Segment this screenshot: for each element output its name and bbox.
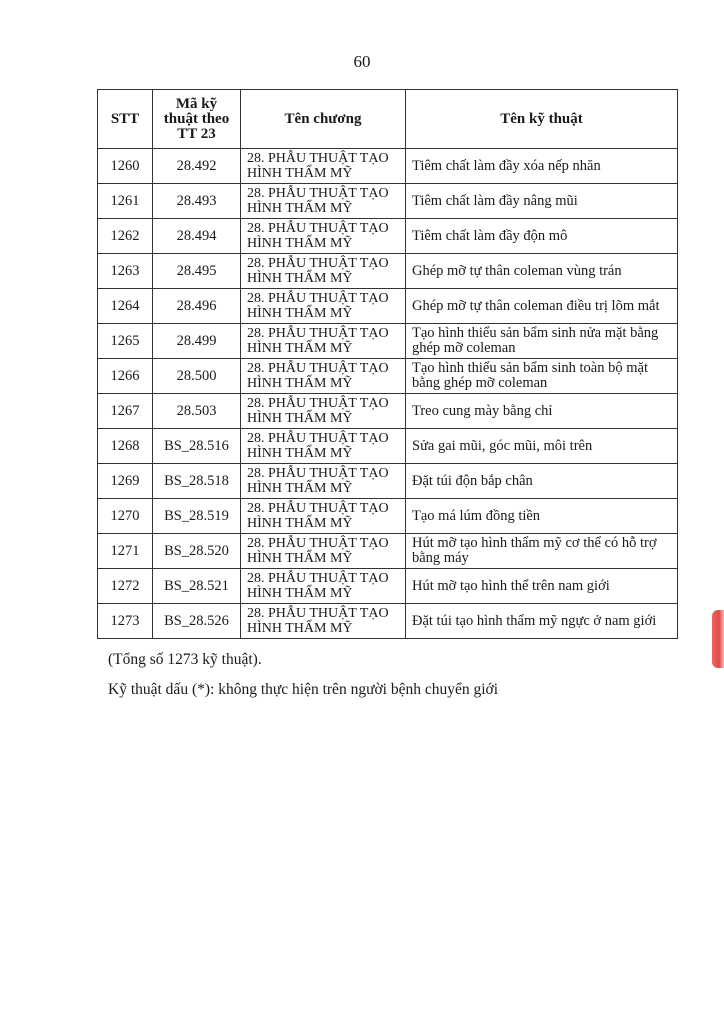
cell-code: 28.494 [153,219,241,254]
cell-technique: Tiêm chất làm đầy độn mô [406,219,678,254]
cell-stt: 1260 [98,149,153,184]
cell-code: BS_28.521 [153,569,241,604]
cell-technique: Sửa gai mũi, góc mũi, môi trên [406,429,678,464]
table-row [98,429,678,464]
table-row [98,604,678,639]
cell-code: BS_28.516 [153,429,241,464]
cell-technique: Hút mỡ tạo hình thể trên nam giới [406,569,678,604]
page-number: 60 [353,52,371,71]
cell-stt: 1266 [98,359,153,394]
table-row [98,254,678,289]
table-row [98,324,678,359]
table-row [98,499,678,534]
cell-technique: Tạo má lúm đồng tiền [406,499,678,534]
cell-stt: 1269 [98,464,153,499]
table-row [98,534,678,569]
cell-chapter: 28. PHẪU THUẬT TẠO HÌNH THẨM MỸ [241,219,406,254]
cell-chapter: 28. PHẪU THUẬT TẠO HÌNH THẨM MỸ [241,499,406,534]
table-row [98,569,678,604]
cell-technique: Tiêm chất làm đầy nâng mũi [406,184,678,219]
cell-code: BS_28.518 [153,464,241,499]
cell-code: 28.496 [153,289,241,324]
cell-code: 28.500 [153,359,241,394]
cell-code: BS_28.519 [153,499,241,534]
table-row [98,464,678,499]
header-stt: STT [98,90,153,149]
cell-chapter: 28. PHẪU THUẬT TẠO HÌNH THẨM MỸ [241,289,406,324]
cell-chapter: 28. PHẪU THUẬT TẠO HÌNH THẨM MỸ [241,569,406,604]
cell-stt: 1263 [98,254,153,289]
cell-stt: 1272 [98,569,153,604]
cell-code: 28.493 [153,184,241,219]
cell-chapter: 28. PHẪU THUẬT TẠO HÌNH THẨM MỸ [241,534,406,569]
cell-chapter: 28. PHẪU THUẬT TẠO HÌNH THẨM MỸ [241,254,406,289]
cell-code: 28.499 [153,324,241,359]
table-row [98,219,678,254]
cell-stt: 1273 [98,604,153,639]
cell-chapter: 28. PHẪU THUẬT TẠO HÌNH THẨM MỸ [241,184,406,219]
cell-code: BS_28.520 [153,534,241,569]
cell-stt: 1262 [98,219,153,254]
table-row [98,289,678,324]
cell-technique: Tạo hình thiểu sản bẩm sinh nửa mặt bằng ghép mỡ coleman [406,324,678,359]
header-code: Mã kỹ thuật theo TT 23 [153,90,241,149]
cell-technique: Ghép mỡ tự thân coleman vùng trán [406,254,678,289]
cell-chapter: 28. PHẪU THUẬT TẠO HÌNH THẨM MỸ [241,324,406,359]
cell-stt: 1271 [98,534,153,569]
cell-chapter: 28. PHẪU THUẬT TẠO HÌNH THẨM MỸ [241,149,406,184]
red-stamp-edge [712,610,724,668]
cell-technique: Treo cung mày bằng chỉ [406,394,678,429]
table-row [98,394,678,429]
cell-chapter: 28. PHẪU THUẬT TẠO HÌNH THẨM MỸ [241,604,406,639]
cell-stt: 1265 [98,324,153,359]
cell-stt: 1270 [98,499,153,534]
cell-technique: Tạo hình thiểu sản bẩm sinh toàn bộ mặt bằng ghép mỡ coleman [406,359,678,394]
cell-chapter: 28. PHẪU THUẬT TẠO HÌNH THẨM MỸ [241,464,406,499]
header-technique: Tên kỹ thuật [406,90,678,149]
cell-chapter: 28. PHẪU THUẬT TẠO HÌNH THẨM MỸ [241,359,406,394]
cell-technique: Ghép mỡ tự thân coleman điều trị lõm mắt [406,289,678,324]
cell-stt: 1268 [98,429,153,464]
cell-technique: Đặt túi tạo hình thẩm mỹ ngực ở nam giới [406,604,678,639]
cell-code: 28.492 [153,149,241,184]
header-chapter: Tên chương [241,90,406,149]
cell-stt: 1267 [98,394,153,429]
cell-code: 28.495 [153,254,241,289]
table-header-row [98,90,678,149]
cell-chapter: 28. PHẪU THUẬT TẠO HÌNH THẨM MỸ [241,429,406,464]
cell-technique: Đặt túi độn bắp chân [406,464,678,499]
cell-technique: Tiêm chất làm đầy xóa nếp nhăn [406,149,678,184]
table-row [98,184,678,219]
cell-code: BS_28.526 [153,604,241,639]
techniques-table [97,89,678,639]
table-row [98,359,678,394]
cell-stt: 1264 [98,289,153,324]
cell-stt: 1261 [98,184,153,219]
footnote: Kỹ thuật dấu (*): không thực hiện trên người bệnh chuyển giới [108,681,499,698]
cell-chapter: 28. PHẪU THUẬT TẠO HÌNH THẨM MỸ [241,394,406,429]
cell-code: 28.503 [153,394,241,429]
total-note: (Tổng số 1273 kỹ thuật). [108,651,262,668]
cell-technique: Hút mỡ tạo hình thẩm mỹ cơ thể có hỗ trợ bằng máy [406,534,678,569]
table-row [98,149,678,184]
